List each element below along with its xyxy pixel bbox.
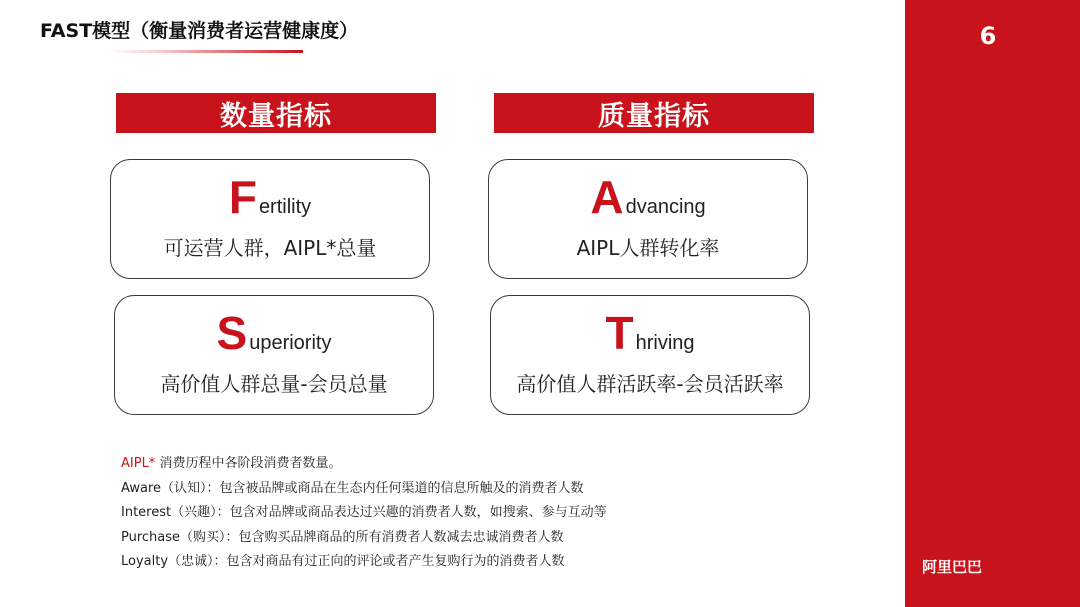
quantity-metrics-banner: 数量指标	[116, 93, 436, 133]
title-underline	[108, 50, 303, 53]
thriving-heading	[605, 304, 694, 362]
aipl-definition: 消费历程中各阶段消费者数量。	[155, 456, 342, 471]
advancing-initial: A	[590, 171, 624, 223]
loyalty-note: Loyalty（忠诚）：包含对商品有过正向的评论或者产生复购行为的消费者人数	[121, 554, 565, 569]
right-accent-bar	[905, 0, 1080, 607]
fertility-description: 可运营人群，AIPL*总量	[163, 236, 377, 260]
superiority-initial: S	[216, 307, 248, 359]
thriving-initial: T	[605, 307, 634, 359]
fertility-heading	[229, 168, 311, 226]
slide-title: FAST模型（衡量消费者运营健康度）	[40, 20, 359, 42]
superiority-word-rest: uperiority	[249, 332, 332, 354]
superiority-heading	[217, 304, 332, 362]
interest-note: Interest（兴趣）：包含对品牌或商品表达过兴趣的消费者人数，如搜索、参与互动等	[121, 505, 607, 520]
thriving-card	[490, 295, 810, 415]
quality-metrics-banner: 质量指标	[494, 93, 814, 133]
fertility-word-rest: ertility	[258, 196, 312, 218]
aipl-term: AIPL*	[121, 456, 156, 471]
page-number: 6	[979, 22, 997, 50]
purchase-note: Purchase（购买）：包含购买品牌商品的所有消费者人数减去忠诚消费者人数	[121, 529, 564, 545]
advancing-heading	[590, 168, 705, 226]
aipl-notes	[121, 452, 607, 575]
fertility-card	[110, 159, 430, 279]
aware-note: Aware（认知）：包含被品牌或商品在生态内任何渠道的信息所触及的消费者人数	[121, 480, 584, 496]
thriving-description: 高价值人群活跃率-会员活跃率	[516, 372, 784, 396]
superiority-description: 高价值人群总量-会员总量	[160, 372, 388, 396]
aipl-definition-line	[121, 452, 607, 477]
advancing-card	[488, 159, 808, 279]
thriving-word-rest: hriving	[635, 332, 695, 354]
fertility-initial: F	[228, 171, 257, 223]
advancing-word-rest: dvancing	[625, 196, 706, 218]
brand-label: 阿里巴巴	[922, 558, 983, 576]
advancing-description: AIPL人群转化率	[576, 236, 720, 260]
superiority-card	[114, 295, 434, 415]
